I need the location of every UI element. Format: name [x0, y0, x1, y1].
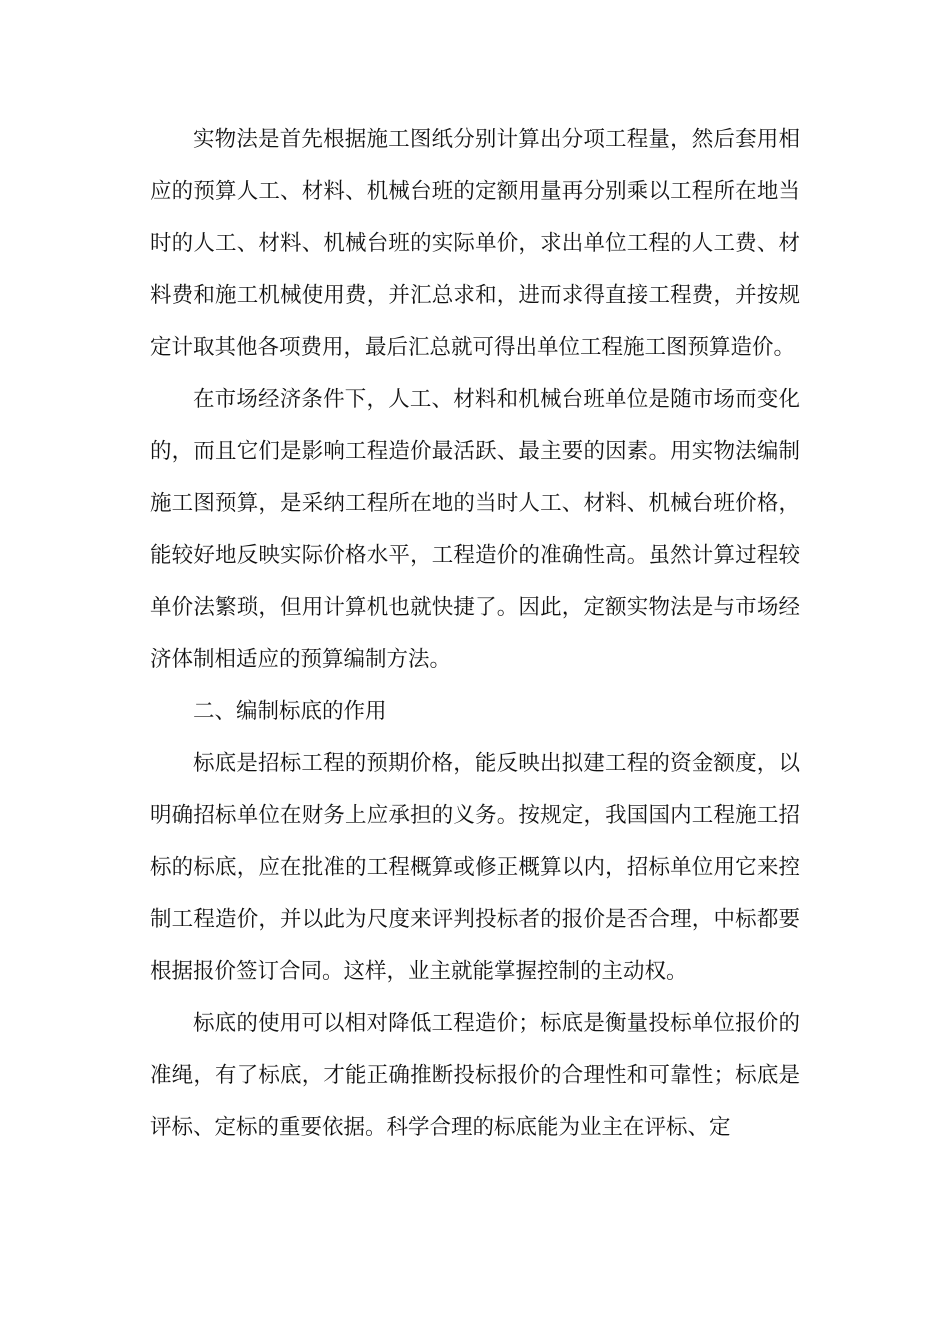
document-body — [150, 114, 800, 1154]
paragraph-market-economy: 在市场经济条件下，人工、材料和机械台班单位是随市场而变化的，而且它们是影响工程造价最活跃、最主要的因素。用实物法编制施工图预算，是采纳工程所在地的当时人工、材料、机械台班价格，能较好地反映实际价格水平，工程造价的准确性高。虽然计算过程较单价法繁琐，但用计算机也就快捷了。因此，定额实物法是与市场经济体制相适应的预算编制方法。 — [150, 387, 800, 672]
paragraph-real-object-method: 实物法是首先根据施工图纸分别计算出分项工程量，然后套用相应的预算人工、材料、机械台班的定额用量再分别乘以工程所在地当时的人工、材料、机械台班的实际单价，求出单位工程的人工费、材料费和施工机械使用费，并汇总求和，进而求得直接工程费，并按规定计取其他各项费用，最后汇总就可得出单位工程施工图预算造价。 — [150, 127, 800, 360]
paragraph-bid-base-usage: 标底的使用可以相对降低工程造价；标底是衡量投标单位报价的准绳，有了标底，才能正确推断投标报价的合理性和可靠性；标底是评标、定标的重要依据。科学合理的标底能为业主在评标、定 — [150, 1011, 800, 1140]
section-heading: 二、编制标底的作用 — [193, 699, 387, 724]
paragraph-bid-base-definition: 标底是招标工程的预期价格，能反映出拟建工程的资金额度，以明确招标单位在财务上应承担的义务。按规定，我国国内工程施工招标的标底，应在批准的工程概算或修正概算以内，招标单位用它来控制工程造价，并以此为尺度来评判投标者的报价是否合理，中标都要根据报价签订合同。这样，业主就能掌握控制的主动权。 — [150, 751, 800, 984]
